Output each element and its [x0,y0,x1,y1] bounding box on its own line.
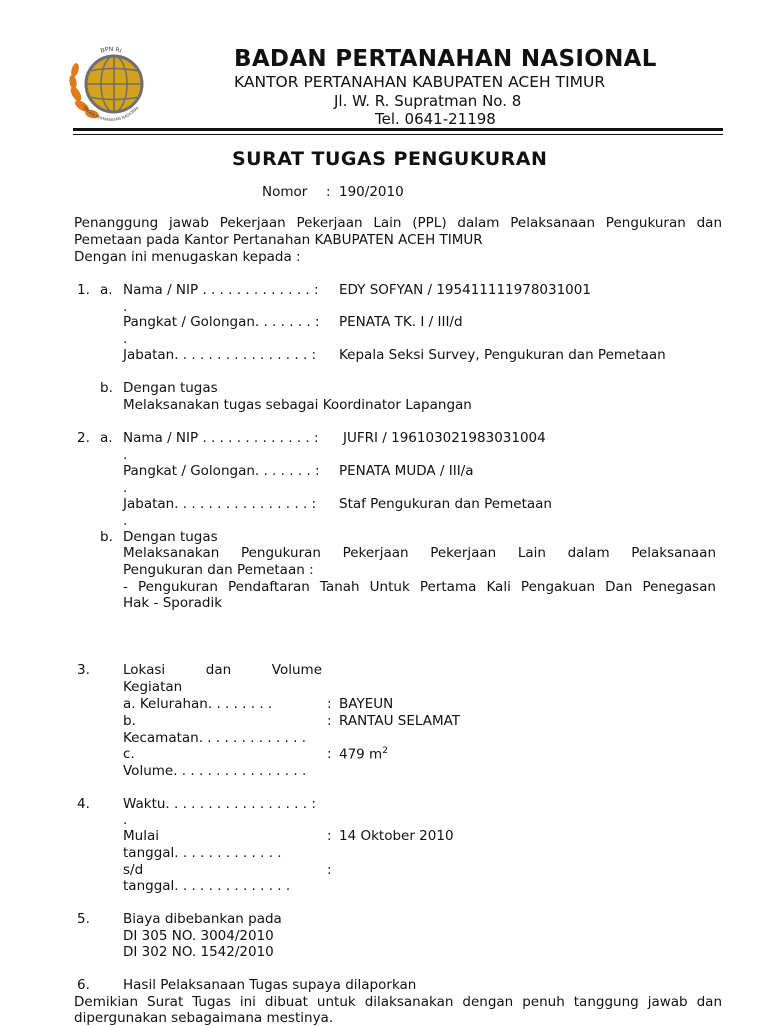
intro-line-2: Pemetaan pada Kantor Pertanahan KABUPATEN ACEH TIMUR [74,232,483,248]
sd-label-2: tanggal. . . . . . . . . . . . . . [123,878,291,894]
person1-tugas-label: Dengan tugas [123,380,218,396]
person2-nama-value: JUFRI / 196103021983031004 [343,430,546,446]
person1-pangkat-value: PENATA TK. I / III/d [339,314,463,330]
item-1-b: b. [100,380,113,396]
mulai-label-1: Mulai [123,828,159,844]
volume-superscript: 2 [382,746,388,756]
nomor-value: 190/2010 [339,184,404,200]
volume-label: Volume. . . . . . . . . . . . . . . . [123,763,307,779]
kecamatan-colon: : [327,713,332,729]
closing-line-1: Demikian Surat Tugas ini dibuat untuk dilaksanakan dengan penuh tanggung jawab dan [74,994,722,1010]
biaya-line-2: DI 305 NO. 3004/2010 [123,928,274,944]
dot: . [123,299,128,315]
person1-tugas-value: Melaksanakan tugas sebagai Koordinator Lapangan [123,397,472,413]
person2-nama-label: Nama / NIP . . . . . . . . . . . . . : [123,430,319,446]
person2-pangkat-label: Pangkat / Golongan. . . . . . . : [123,463,320,479]
biaya-line-3: DI 302 NO. 1542/2010 [123,944,274,960]
nomor-label: Nomor [262,184,308,200]
office-address: Jl. W. R. Supratman No. 8 [334,92,522,110]
kelurahan-value: BAYEUN [339,696,394,712]
closing-line-2: dipergunakan sebagaimana mestinya. [74,1010,334,1026]
item-2-b: b. [100,529,113,545]
dot: . [123,812,128,828]
kecamatan-label: Kecamatan. . . . . . . . . . . . . [123,730,307,746]
person2-tugas-line-1: Melaksanakan Pengukuran Pekerjaan Pekerjaan Lain dalam Pelaksanaan [123,545,716,561]
item-number-3: 3. [77,662,90,678]
mulai-value: 14 Oktober 2010 [339,828,454,844]
office-phone: Tel. 0641-21198 [375,110,496,128]
person2-tugas-line-3: - Pengukuran Pendaftaran Tanah Untuk Pertama Kali Pengakuan Dan Penegasan [123,579,716,595]
kecamatan-value: RANTAU SELAMAT [339,713,461,729]
item-number-4: 4. [77,796,90,812]
kelurahan-colon: : [327,696,332,712]
dot: . [123,331,128,347]
dot: . [123,513,128,529]
waktu-label: Waktu. . . . . . . . . . . . . . . . . : [123,796,316,812]
dot: . [123,480,128,496]
person2-jabatan-label: Jabatan. . . . . . . . . . . . . . . . : [123,496,317,512]
nomor-colon: : [326,184,331,200]
item-number-1: 1. [77,282,90,298]
person2-tugas-line-4: Hak - Sporadik [123,595,223,611]
intro-line-3: Dengan ini menugaskan kepada : [74,249,301,265]
person2-tugas-label: Dengan tugas [123,529,218,545]
person1-jabatan-value: Kepala Seksi Survey, Pengukuran dan Pemetaan [339,347,666,363]
person2-jabatan-value: Staf Pengukuran dan Pemetaan [339,496,552,512]
hasil-line: Hasil Pelaksanaan Tugas supaya dilaporkan [123,977,417,993]
volume-number: 479 m [339,746,383,763]
person1-pangkat-label: Pangkat / Golongan. . . . . . . : [123,314,320,330]
kelurahan-label: a. Kelurahan. . . . . . . . [123,696,273,712]
person2-pangkat-value: PENATA MUDA / III/a [339,463,474,479]
volume-value [339,746,388,763]
sd-colon: : [327,862,332,878]
item-number-2: 2. [77,430,90,446]
logo-top-text: BPN RI [99,45,123,55]
item-number-6: 6. [77,977,90,993]
kecamatan-label-prefix: b. [123,713,136,729]
lokasi-heading-line-2: Kegiatan [123,679,183,695]
biaya-line-1: Biaya dibebankan pada [123,911,282,927]
dot: . [123,447,128,463]
lokasi-heading-line-1: Lokasi dan Volume [123,662,322,678]
header-rule-thick [73,128,723,131]
office-name: KANTOR PERTANAHAN KABUPATEN ACEH TIMUR [234,73,606,91]
bpn-logo [64,34,158,128]
document-title: SURAT TUGAS PENGUKURAN [232,148,548,170]
svg-text:BPN RI [100,46,123,55]
mulai-label-2: tanggal. . . . . . . . . . . . . [123,845,282,861]
person1-nama-value: EDY SOFYAN / 195411111978031001 [339,282,591,298]
sd-label-1: s/d [123,862,144,878]
agency-name: BADAN PERTANAHAN NASIONAL [234,46,657,72]
item-2-a: a. [100,430,113,446]
person1-nama-label: Nama / NIP . . . . . . . . . . . . . : [123,282,319,298]
header-rule-thin [73,134,723,135]
volume-colon: : [327,746,332,762]
logo-bottom-text: BADAN PERTANAHAN NASIONAL [82,104,140,123]
bpn-emblem-icon [64,34,158,128]
item-1-a: a. [100,282,113,298]
item-number-5: 5. [77,911,90,927]
intro-line-1: Penanggung jawab Pekerjaan Pekerjaan Lain (PPL) dalam Pelaksanaan Pengukuran dan [74,215,722,231]
mulai-colon: : [327,828,332,844]
person2-tugas-line-2: Pengukuran dan Pemetaan : [123,562,314,578]
volume-label-prefix: c. [123,746,135,762]
person1-jabatan-label: Jabatan. . . . . . . . . . . . . . . . : [123,347,317,363]
